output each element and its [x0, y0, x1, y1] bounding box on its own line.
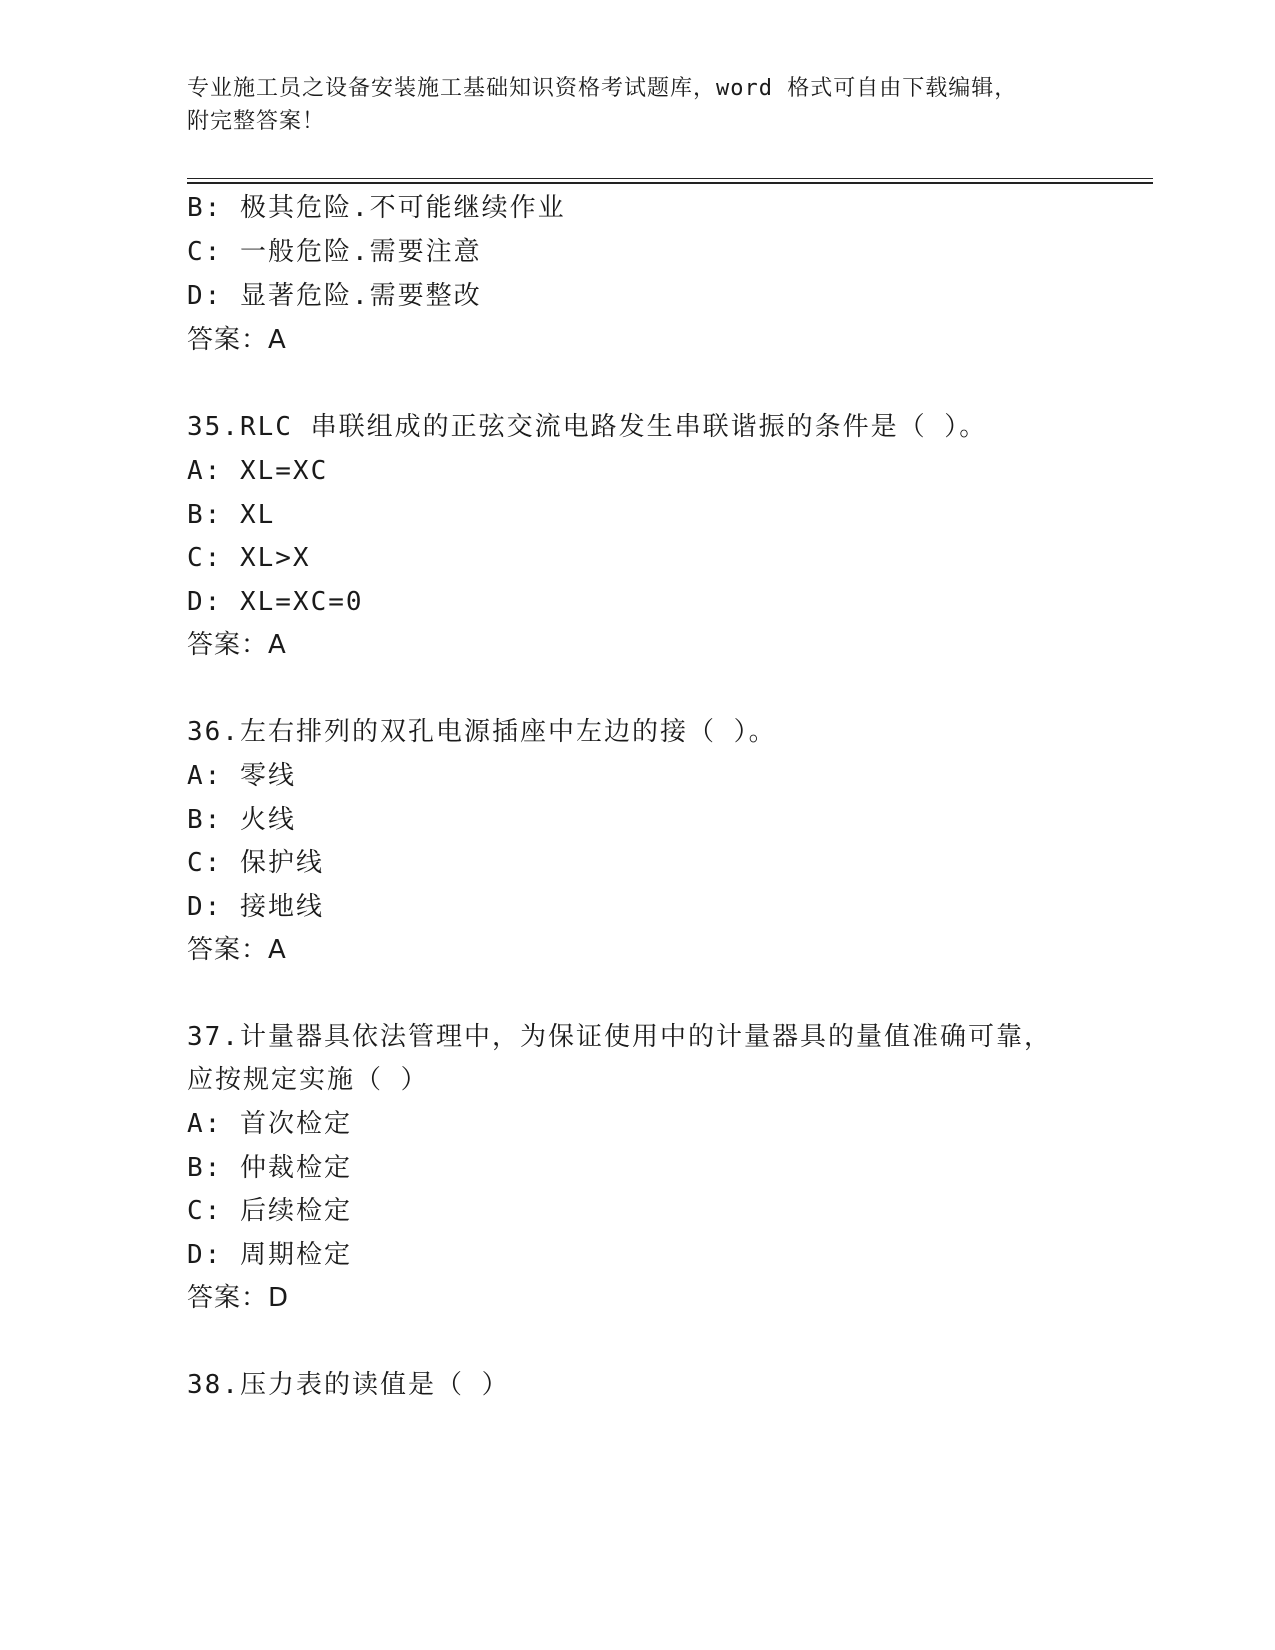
- q35-option-c: C: XL>X: [187, 543, 311, 573]
- q35-option-a: A: XL=XC: [187, 456, 329, 486]
- q37-stem-line-2: 应按规定实施（ ）: [187, 1065, 429, 1095]
- q36-option-a: A: 零线: [187, 761, 296, 791]
- prev-answer: 答案：A: [187, 325, 287, 355]
- header-divider-thin: [187, 178, 1153, 179]
- q37-option-c: C: 后续检定: [187, 1196, 352, 1226]
- q36-answer: 答案：A: [187, 935, 287, 965]
- q37-option-a: A: 首次检定: [187, 1109, 352, 1139]
- q37-answer: 答案：D: [187, 1283, 290, 1313]
- q36-option-d: D: 接地线: [187, 892, 324, 922]
- header-line-2: 附完整答案！: [187, 109, 326, 134]
- prev-option-c: C: 一般危险.需要注意: [187, 237, 482, 267]
- q35-answer: 答案：A: [187, 630, 287, 660]
- prev-option-b: B: 极其危险.不可能继续作业: [187, 193, 566, 223]
- q36-stem: 36.左右排列的双孔电源插座中左边的接（ ）。: [187, 717, 777, 747]
- prev-option-d: D: 显著危险.需要整改: [187, 281, 482, 311]
- q36-option-c: C: 保护线: [187, 848, 324, 878]
- q35-stem: 35.RLC 串联组成的正弦交流电路发生串联谐振的条件是（ ）。: [187, 412, 988, 442]
- q37-option-b: B: 仲裁检定: [187, 1153, 352, 1183]
- header-line-1: 专业施工员之设备安装施工基础知识资格考试题库，word 格式可自由下载编辑，: [187, 76, 1018, 101]
- q37-stem-line-1: 37.计量器具依法管理中，为保证使用中的计量器具的量值准确可靠，: [187, 1022, 1052, 1052]
- header-divider-thick: [187, 182, 1153, 184]
- q35-option-b: B: XL: [187, 500, 276, 530]
- q38-stem: 38.压力表的读值是（ ）: [187, 1370, 510, 1400]
- q35-option-d: D: XL=XC=0: [187, 587, 364, 617]
- document-header: [187, 72, 1067, 138]
- q37-option-d: D: 周期检定: [187, 1240, 352, 1270]
- q36-option-b: B: 火线: [187, 805, 296, 835]
